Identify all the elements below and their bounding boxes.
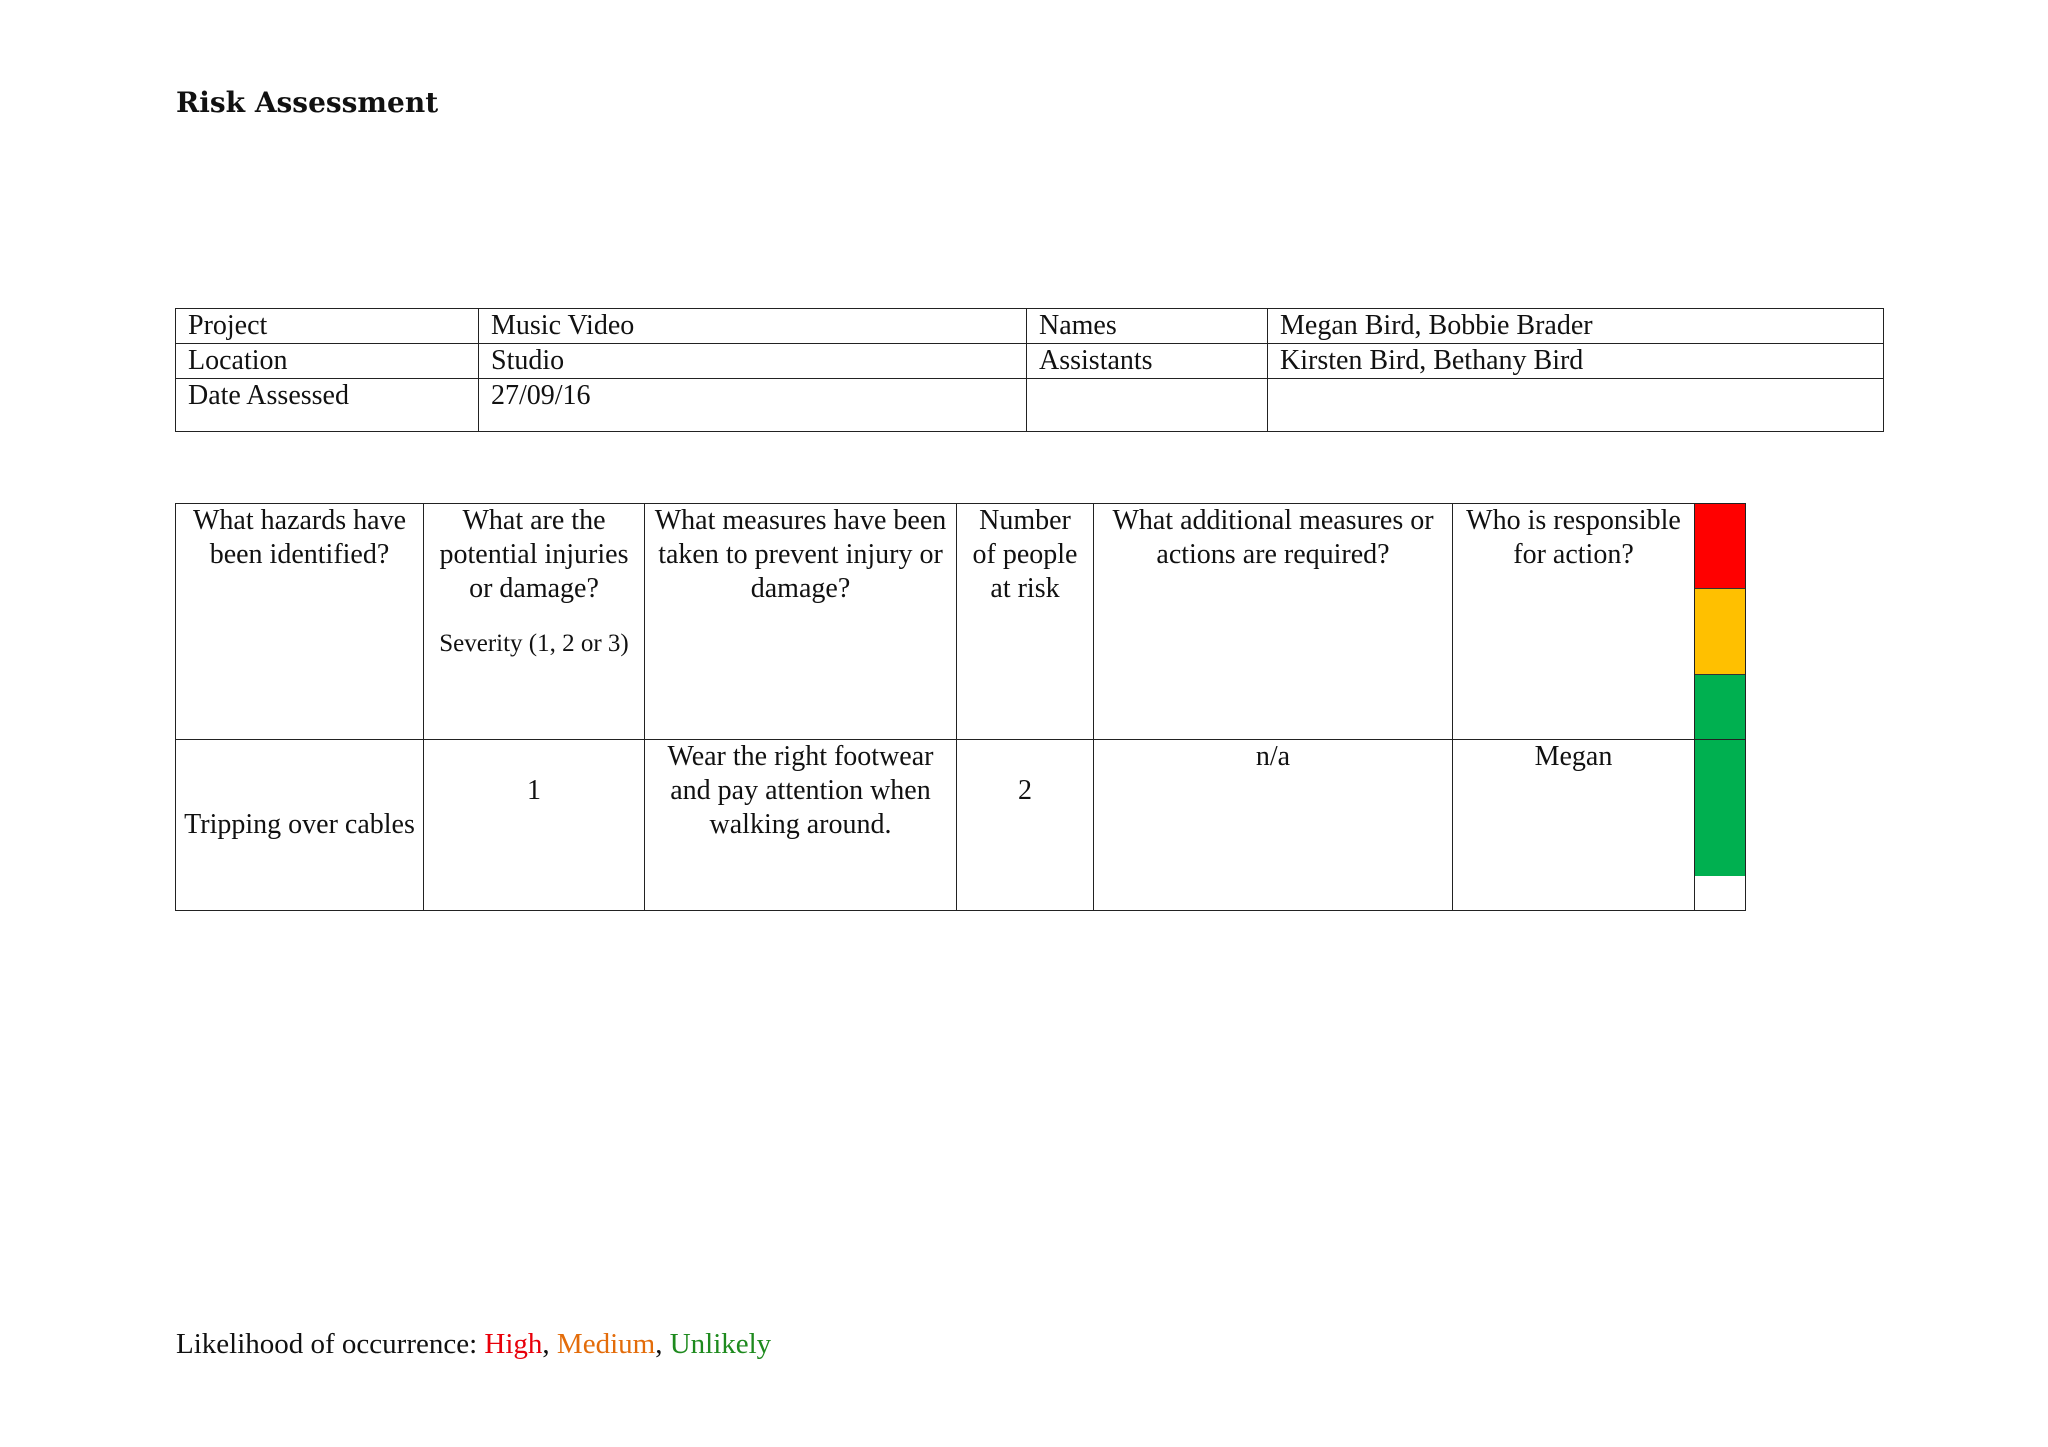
legend-separator: , xyxy=(655,1328,670,1360)
row-additional: n/a xyxy=(1094,740,1453,911)
document-title: Risk Assessment xyxy=(176,86,439,119)
info-value-assistants: Kirsten Bird, Bethany Bird xyxy=(1268,344,1884,379)
info-label-names: Names xyxy=(1027,309,1268,344)
info-value-names: Megan Bird, Bobbie Brader xyxy=(1268,309,1884,344)
risk-assessment-table xyxy=(175,503,1746,911)
info-label-location: Location xyxy=(176,344,479,379)
info-label-project: Project xyxy=(176,309,479,344)
risk-header-row xyxy=(176,504,1746,740)
row-people xyxy=(957,740,1094,911)
row-likelihood-cell xyxy=(1695,740,1746,911)
row-severity-value: 1 xyxy=(527,775,541,806)
info-empty-cell xyxy=(1268,379,1884,432)
row-responsible: Megan xyxy=(1453,740,1695,911)
info-row-date xyxy=(176,379,1884,432)
info-value-date: 27/09/16 xyxy=(479,379,1027,432)
legend-unlikely: Unlikely xyxy=(669,1328,772,1360)
header-measures: What measures have been taken to prevent injury or damage? xyxy=(645,504,957,740)
row-hazard: Tripping over cables xyxy=(176,740,424,911)
header-additional: What additional measures or actions are required? xyxy=(1094,504,1453,740)
likelihood-high-swatch xyxy=(1695,504,1745,588)
likelihood-medium-swatch xyxy=(1695,588,1745,674)
table-row xyxy=(176,740,1746,911)
legend-medium: Medium xyxy=(556,1328,656,1360)
info-row-project xyxy=(176,309,1884,344)
info-row-location xyxy=(176,344,1884,379)
likelihood-unlikely-swatch xyxy=(1695,674,1745,739)
info-empty-cell xyxy=(1027,379,1268,432)
header-responsible: Who is responsible for action? xyxy=(1453,504,1695,740)
header-injuries xyxy=(424,504,645,740)
row-people-value: 2 xyxy=(1018,775,1032,806)
info-value-location: Studio xyxy=(479,344,1027,379)
header-severity-note: Severity (1, 2 or 3) xyxy=(439,630,629,657)
likelihood-legend xyxy=(176,1328,771,1361)
row-measures: Wear the right footwear and pay attention when walking around. xyxy=(645,740,957,911)
legend-high: High xyxy=(484,1328,543,1360)
info-value-project: Music Video xyxy=(479,309,1027,344)
info-label-date: Date Assessed xyxy=(176,379,479,432)
likelihood-key-cell xyxy=(1695,504,1746,740)
header-injuries-label: What are the potential injuries or damage? xyxy=(439,505,629,604)
header-people: Number of people at risk xyxy=(957,504,1094,740)
row-likelihood-swatch xyxy=(1695,740,1745,876)
header-hazards: What hazards have been identified? xyxy=(176,504,424,740)
legend-separator: , xyxy=(542,1328,557,1360)
row-severity xyxy=(424,740,645,911)
legend-label: Likelihood of occurrence: xyxy=(176,1328,485,1360)
info-label-assistants: Assistants xyxy=(1027,344,1268,379)
project-info-table xyxy=(175,308,1884,432)
